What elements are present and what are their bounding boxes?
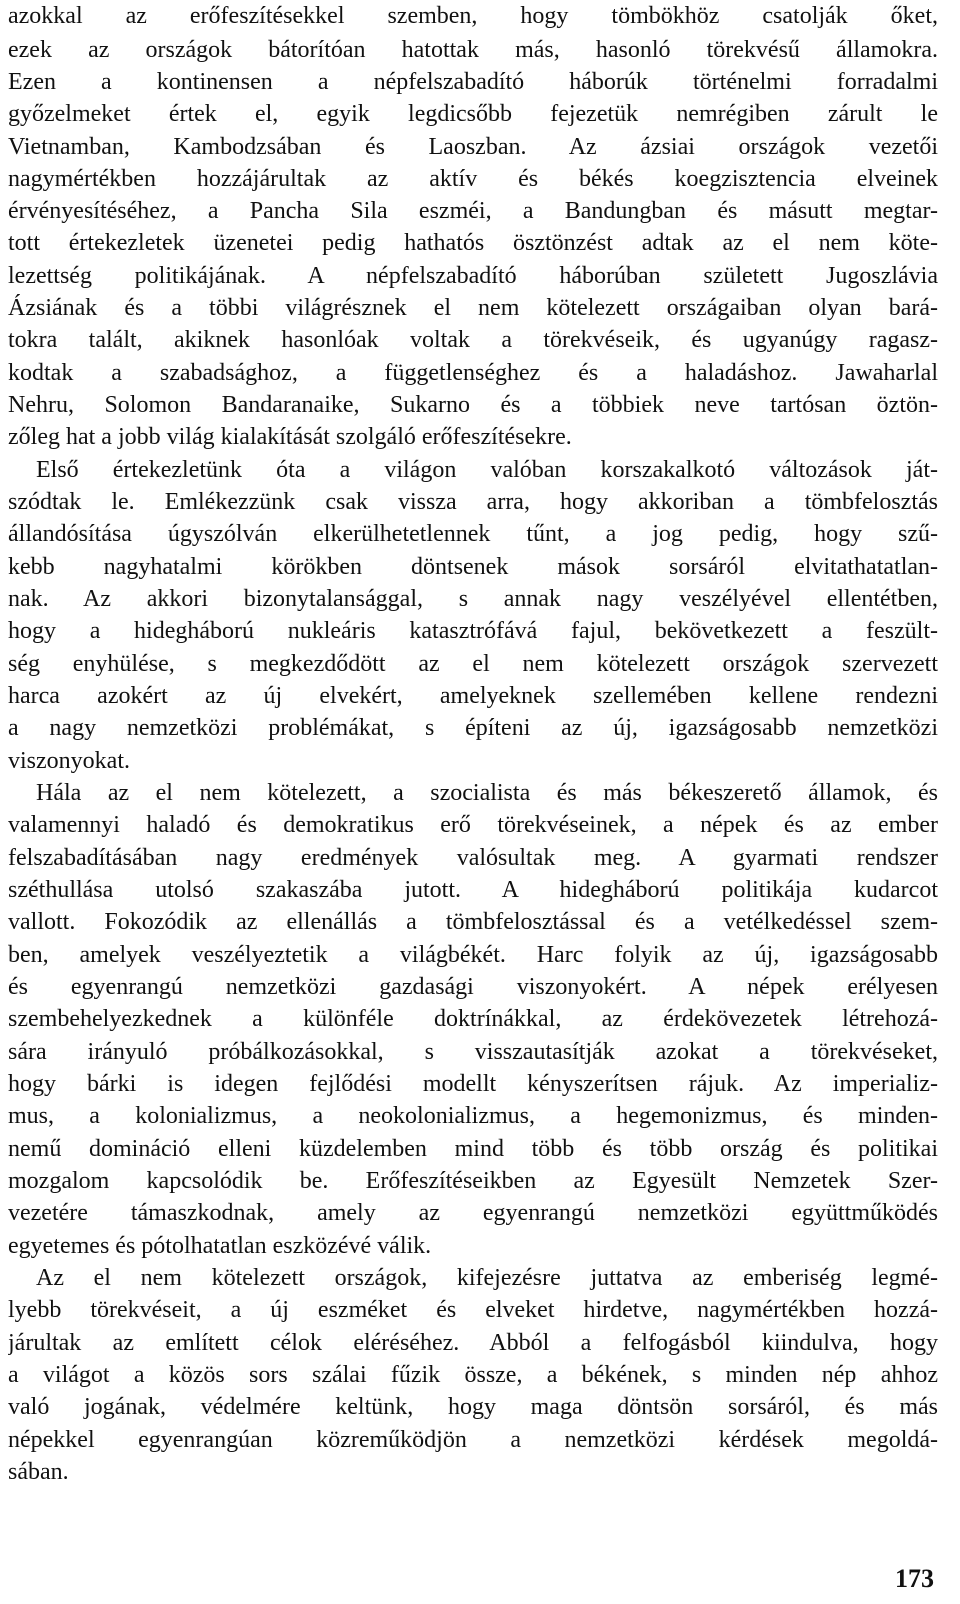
paragraph-first-line: Hála az el nem kötelezett, a szocialista és más békeszerető államok, és <box>36 780 938 806</box>
text-line: tott értekezletek üzenetei pedig hathatós ösztönzést adtak az el nem köte- <box>8 230 938 256</box>
text-line: a világot a közös sors szálai fűzik össze, a békének, s minden nép ahhoz <box>8 1362 938 1388</box>
text-line: népekkel egyenrangúan közreműködjön a nemzetközi kérdések megoldá- <box>8 1427 938 1453</box>
text-line: nemű domináció elleni küzdelemben mind több és több ország és politikai <box>8 1136 938 1162</box>
text-line: kebb nagyhatalmi körökben döntsenek mások sorsáról elvitathatatlan- <box>8 554 938 580</box>
text-line: zőleg hat a jobb világ kialakítását szolgáló erőfeszítésekre. <box>8 424 572 450</box>
paragraph-first-line: Első értekezletünk óta a világon valóban korszakalkotó változások ját- <box>36 457 938 483</box>
text-line: való jogának, védelmére keltünk, hogy maga döntsön sorsáról, és más <box>8 1394 938 1420</box>
text-line: Ezen a kontinensen a népfelszabadító háborúk történelmi forradalmi <box>8 69 938 95</box>
text-line: mozgalom kapcsolódik be. Erőfeszítéseikben az Egyesült Nemzetek Szer- <box>8 1168 938 1194</box>
text-line: lezettség politikájának. A népfelszabadító háborúban született Jugoszlávia <box>8 263 938 289</box>
text-line: harca azokért az új elvekért, amelyeknek szellemében kellene rendezni <box>8 683 938 709</box>
text-line: sára irányuló próbálkozásokkal, s visszautasítják azokat a törekvéseket, <box>8 1039 938 1065</box>
text-line: járultak az említett célok eléréséhez. Abból a felfogásból kiindulva, hogy <box>8 1330 938 1356</box>
text-line: a nagy nemzetközi problémákat, s építeni az új, igazságosabb nemzetközi <box>8 715 938 741</box>
page-number: 173 <box>895 1564 934 1593</box>
text-line: mus, a kolonializmus, a neokolonializmus, a hegemonizmus, és minden- <box>8 1103 938 1129</box>
text-line: kodtak a szabadsághoz, a függetlenséghez és a haladáshoz. Jawaharlal <box>8 360 938 386</box>
text-line: széthullása utolsó szakaszába jutott. A hidegháború politikája kudarcot <box>8 877 938 903</box>
text-line: szódtak le. Emlékezzünk csak vissza arra, hogy akkoriban a tömbfelosztás <box>8 489 938 515</box>
text-line: Vietnamban, Kambodzsában és Laoszban. Az ázsiai országok vezetői <box>8 134 938 160</box>
text-line: nagymértékben hozzájárultak az aktív és békés koegzisztencia elveinek <box>8 166 938 192</box>
text-line: viszonyokat. <box>8 748 130 774</box>
text-line: győzelmeket értek el, egyik legdicsőbb fejezetük nemrégiben zárult le <box>8 101 938 127</box>
text-line: valamennyi haladó és demokratikus erő törekvéseinek, a népek és az ember <box>8 812 938 838</box>
text-line: vezetére támaszkodnak, amely az egyenrangú nemzetközi együttműködés <box>8 1200 938 1226</box>
text-line: egyetemes és pótolhatatlan eszközévé válik. <box>8 1233 432 1259</box>
text-line: érvényesítéséhez, a Pancha Sila eszméi, a Bandungban és másutt megtar- <box>8 198 938 224</box>
text-line: állandósítása úgyszólván elkerülhetetlennek tűnt, a jog pedig, hogy szű- <box>8 521 938 547</box>
text-line: felszabadításában nagy eredmények valósultak meg. A gyarmati rendszer <box>8 845 938 871</box>
text-line: sában. <box>8 1459 69 1485</box>
text-line: Nehru, Solomon Bandaranaike, Sukarno és a többiek neve tartósan öztön- <box>8 392 938 418</box>
text-line: ség enyhülése, s megkezdődött az el nem kötelezett országok szervezett <box>8 651 938 677</box>
text-line: nak. Az akkori bizonytalansággal, s annak nagy veszélyével ellentétben, <box>8 586 938 612</box>
text-line: ben, amelyek veszélyeztetik a világbékét. Harc folyik az új, igazságosabb <box>8 942 938 968</box>
text-line: ezek az országok bátorítóan hatottak más, hasonló törekvésű államokra. <box>8 37 938 63</box>
text-line: hogy a hidegháború nukleáris katasztrófává fajul, bekövetkezett a feszült- <box>8 618 938 644</box>
text-line: azokkal az erőfeszítésekkel szemben, hogy tömbökhöz csatolják őket, <box>8 3 938 29</box>
paragraph-first-line: Az el nem kötelezett országok, kifejezésre juttatva az emberiség legmé- <box>36 1265 938 1291</box>
text-line: vallott. Fokozódik az ellenállás a tömbfelosztással és a vetélkedéssel szem- <box>8 909 938 935</box>
text-line: tokra talált, akiknek hasonlóak voltak a törekvéseik, és ugyanúgy ragasz- <box>8 327 938 353</box>
book-page <box>8 0 938 1604</box>
text-line: szembehelyezkednek a különféle doktrínákkal, az érdekövezetek létrehozá- <box>8 1006 938 1032</box>
text-line: hogy bárki is idegen fejlődési modellt kényszerítsen rájuk. Az imperializ- <box>8 1071 938 1097</box>
text-line: és egyenrangú nemzetközi gazdasági viszonyokért. A népek erélyesen <box>8 974 938 1000</box>
text-line: Ázsiának és a többi világrésznek el nem kötelezett országaiban olyan bará- <box>8 295 938 321</box>
text-line: lyebb törekvéseit, a új eszméket és elveket hirdetve, nagymértékben hozzá- <box>8 1297 938 1323</box>
